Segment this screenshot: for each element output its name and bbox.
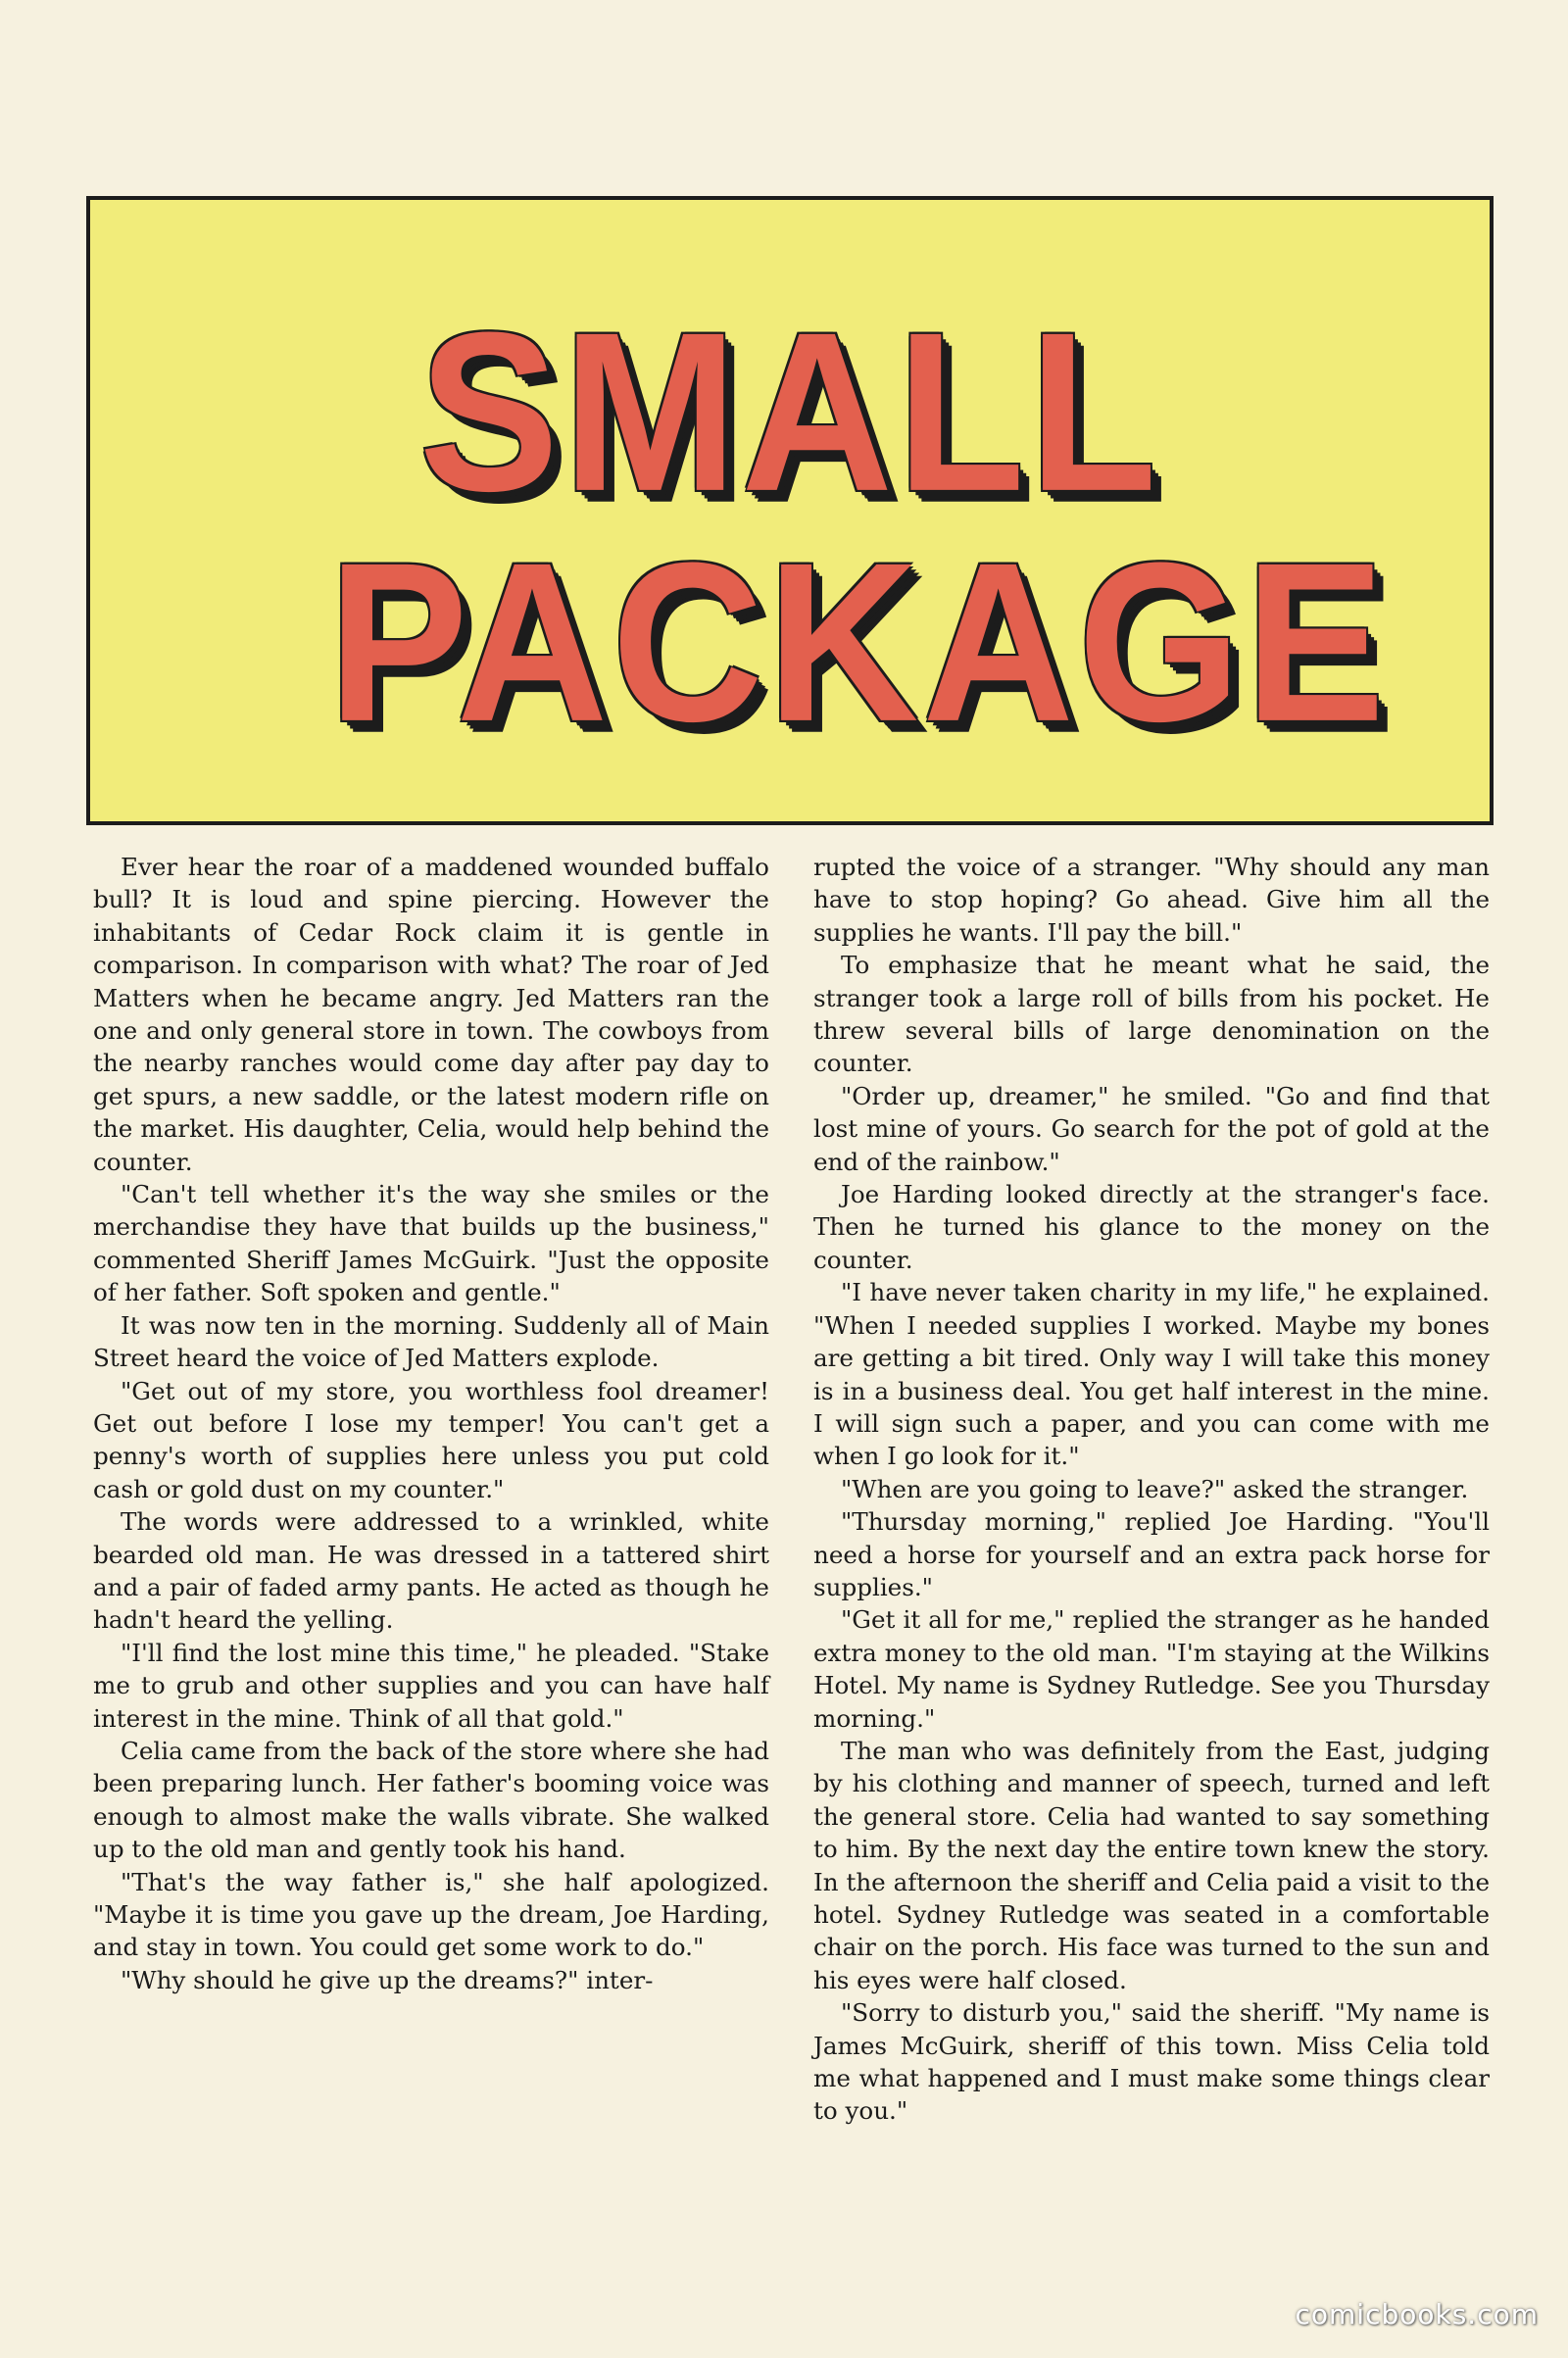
paragraph: "Why should he give up the dreams?" inter-: [121, 1965, 654, 1994]
story-title-line-2: PACKAGE: [327, 516, 1390, 769]
paragraph: "When are you going to leave?" asked the stranger.: [841, 1474, 1469, 1503]
paragraph: "Sorry to disturb you," said the sheriff. "My name is James McGuirk, sheriff of this town. Miss Celia told me what happened and I must make some things clear to you.": [813, 1998, 1490, 2126]
story-column-right: [813, 851, 1490, 2128]
site-watermark: comicbooks.com: [1295, 2298, 1539, 2331]
paragraph: "That's the way father is," she half apologized. "Maybe it is time you gave up the dream, Joe Harding, and stay in town. You could get some work to do.": [93, 1867, 769, 1962]
paragraph: "Order up, dreamer," he smiled. "Go and find that lost mine of yours. Go search for the pot of gold at the end of the rainbow.": [813, 1081, 1490, 1176]
paragraph: Celia came from the back of the store where she had been preparing lunch. Her father's booming voice was enough to almost make the walls vibrate. She walked up to the old man and gently took his hand.: [93, 1736, 769, 1864]
paragraph: "Can't tell whether it's the way she smiles or the merchandise they have that builds up the business," commented Sheriff James McGuirk. "Just the opposite of her father. Soft spoken and gentle.": [93, 1180, 769, 1307]
paragraph: To emphasize that he meant what he said, the stranger took a large roll of bills from his pocket. He threw several bills of large denomination on the counter.: [813, 951, 1490, 1078]
story-title-line-1: SMALL: [418, 285, 1161, 539]
paragraph: rupted the voice of a stranger. "Why should any man have to stop hoping? Go ahead. Give him all the supplies he wants. I'll pay the bill.": [813, 853, 1490, 947]
paragraph: "I'll find the lost mine this time," he pleaded. "Stake me to grub and other supplies and you can have half interest in the mine. Think of all that gold.": [93, 1638, 769, 1733]
title-panel: [86, 196, 1494, 825]
paragraph: The man who was definitely from the East, judging by his clothing and manner of speech, turned and left the general store. Celia had wanted to say something to him. By the next day the entire town knew the story. In the afternoon the sheriff and Celia paid a visit to the hotel. Sydney Rutledge was seated in a comfortable chair on the porch. His face was turned to the sun and his eyes were half closed.: [813, 1736, 1490, 1994]
paragraph: Joe Harding looked directly at the stranger's face. Then he turned his glance to the money on the counter.: [813, 1180, 1490, 1274]
paragraph: "I have never taken charity in my life," he explained. "When I needed supplies I worked. Maybe my bones are getting a bit tired. Only way I will take this money is in a business deal. You get half interest in the mine. I will sign such a paper, and you can come with me when I go look for it.": [813, 1278, 1490, 1471]
paragraph: The words were addressed to a wrinkled, white bearded old man. He was dressed in a tattered shirt and a pair of faded army pants. He acted as though he hadn't heard the yelling.: [93, 1507, 769, 1635]
story-column-left: [93, 851, 769, 1996]
paragraph: Ever hear the roar of a maddened wounded buffalo bull? It is loud and spine piercing. However the inhabitants of Cedar Rock claim it is gentle in comparison. In comparison with what? The roar of Jed Matters when he became angry. Jed Matters ran the one and only general store in town. The cowboys from the nearby ranches would come day after pay day to get spurs, a new saddle, or the latest modern rifle on the market. His daughter, Celia, would help behind the counter.: [93, 853, 769, 1176]
paragraph: "Get out of my store, you worthless fool dreamer! Get out before I lose my temper! You can't get a penny's worth of supplies here unless you put cold cash or gold dust on my counter.": [93, 1376, 769, 1503]
paragraph: "Get it all for me," replied the stranger as he handed extra money to the old man. "I'm staying at the Wilkins Hotel. My name is Sydney Rutledge. See you Thursday morning.": [813, 1605, 1490, 1733]
paragraph: "Thursday morning," replied Joe Harding. "You'll need a horse for yourself and an extra pack horse for supplies.": [813, 1507, 1490, 1601]
paragraph: It was now ten in the morning. Suddenly all of Main Street heard the voice of Jed Matters explode.: [93, 1310, 769, 1373]
